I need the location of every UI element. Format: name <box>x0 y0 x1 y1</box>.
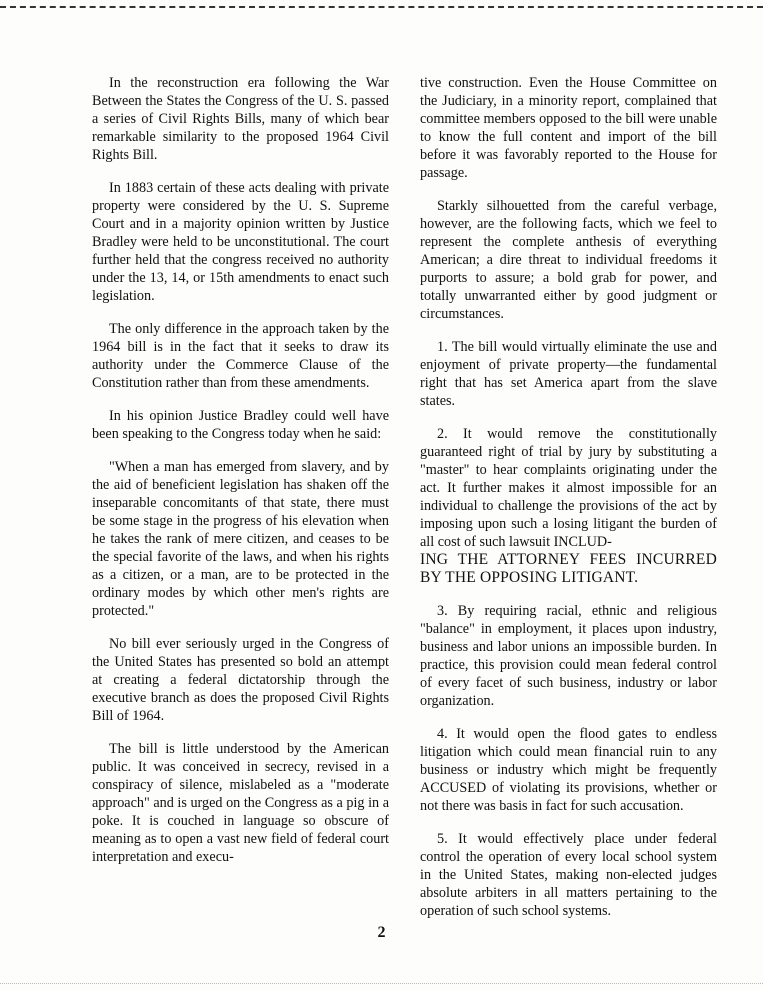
top-border-rule <box>0 0 763 8</box>
bottom-scan-marks <box>0 983 763 988</box>
point-5-school-systems: 5. It would effectively place under federal control the operation of every local school system in the United States, making non-elected judges absolute arbiters in all matters pertaining to the operation of such school systems. <box>420 831 717 919</box>
paragraph-reconstruction-era: In the reconstruction era following the War Between the States the Congress of the U. S. passed a series of Civil Rights Bills, many of which bear remarkable similarity to the proposed 1964 Civil Rights Bill. <box>92 75 389 163</box>
left-column <box>92 74 389 881</box>
point-2-trial-by-jury: 2. It would remove the constitutionally guaranteed right of trial by jury by substituting a "master" to hear complaints originating under the act. It further makes it almost impossible for an individual to challenge the provisions of the act by imposing upon such a losing litigant the burden of all cost of such lawsuit INCLUD- <box>420 426 717 550</box>
paragraph-starkly-silhouetted: Starkly silhouetted from the careful verbage, however, are the following facts, which we feel to represent the complete anthesis of everything American; a dire threat to individual freedoms it purports to assure; a bold grab for power, and totally unwarranted either by good judgment or circumstances. <box>420 198 717 322</box>
right-column <box>420 74 717 935</box>
paragraph-little-understood: The bill is little understood by the American public. It was conceived in secrecy, revised in a conspiracy of silence, mislabeled as a "moderate approach" and is urged on the Congress as a pig in a poke. It is couched in language so obscure of meaning as to open a vast new field of federal court interpretation and execu- <box>92 741 389 865</box>
point-1-private-property: 1. The bill would virtually eliminate the use and enjoyment of private property—the fundamental right that has set America apart from the slave states. <box>420 339 717 409</box>
paragraph-federal-dictatorship: No bill ever seriously urged in the Congress of the United States has presented so bold an attempt at creating a federal dictatorship through the executive branch as does the proposed Civil Rights Bill of 1964. <box>92 636 389 724</box>
paragraph-bradley-intro: In his opinion Justice Bradley could well have been speaking to the Congress today when he said: <box>92 408 389 442</box>
point-3-balance-employment: 3. By requiring racial, ethnic and religious "balance" in employment, it places upon industry, business and labor unions an impossible burden. In practice, this provision could mean federal control of every facet of such business, industry or labor organization. <box>420 603 717 709</box>
point-2-emphasis <box>420 551 717 587</box>
paragraph-bradley-quote: "When a man has emerged from slavery, and by the aid of beneficient legislation has shaken off the inseparable concomitants of that state, there must be some stage in the progress of his elevation when he takes the rank of mere citizen, and ceases to be the special favorite of the laws, and when his rights as a citizen, or a man, are to be protected in the ordinary modes by which other men's rights are protected." <box>92 459 389 619</box>
point-4-litigation: 4. It would open the flood gates to endless litigation which could mean financial ruin to any business or industry which might be frequently ACCUSED of violating its provisions, whether or not there was basis in fact for such accusation. <box>420 726 717 814</box>
paragraph-continuation: tive construction. Even the House Committee on the Judiciary, in a minority report, complained that committee members opposed to the bill were unable to know the full content and import of the bill before it was favorably reported to the House for passage. <box>420 75 717 181</box>
paragraph-1883-supreme-court: In 1883 certain of these acts dealing with private property were considered by the U. S. Supreme Court and in a majority opinion written by Justice Bradley were held to be unconstitutional. The court further held that the congress received no authority under the 13, 14, or 15th amendments to enact such legislation. <box>92 180 389 304</box>
paragraph-commerce-clause: The only difference in the approach taken by the 1964 bill is in the fact that it seeks to draw its authority under the Commerce Clause of the Constitution rather than from these amendments. <box>92 321 389 391</box>
page-number: 2 <box>377 924 386 941</box>
point-2-caps-text: ING THE ATTORNEY FEES INCURRED BY THE OPPOSING LITIGANT. <box>420 551 717 586</box>
